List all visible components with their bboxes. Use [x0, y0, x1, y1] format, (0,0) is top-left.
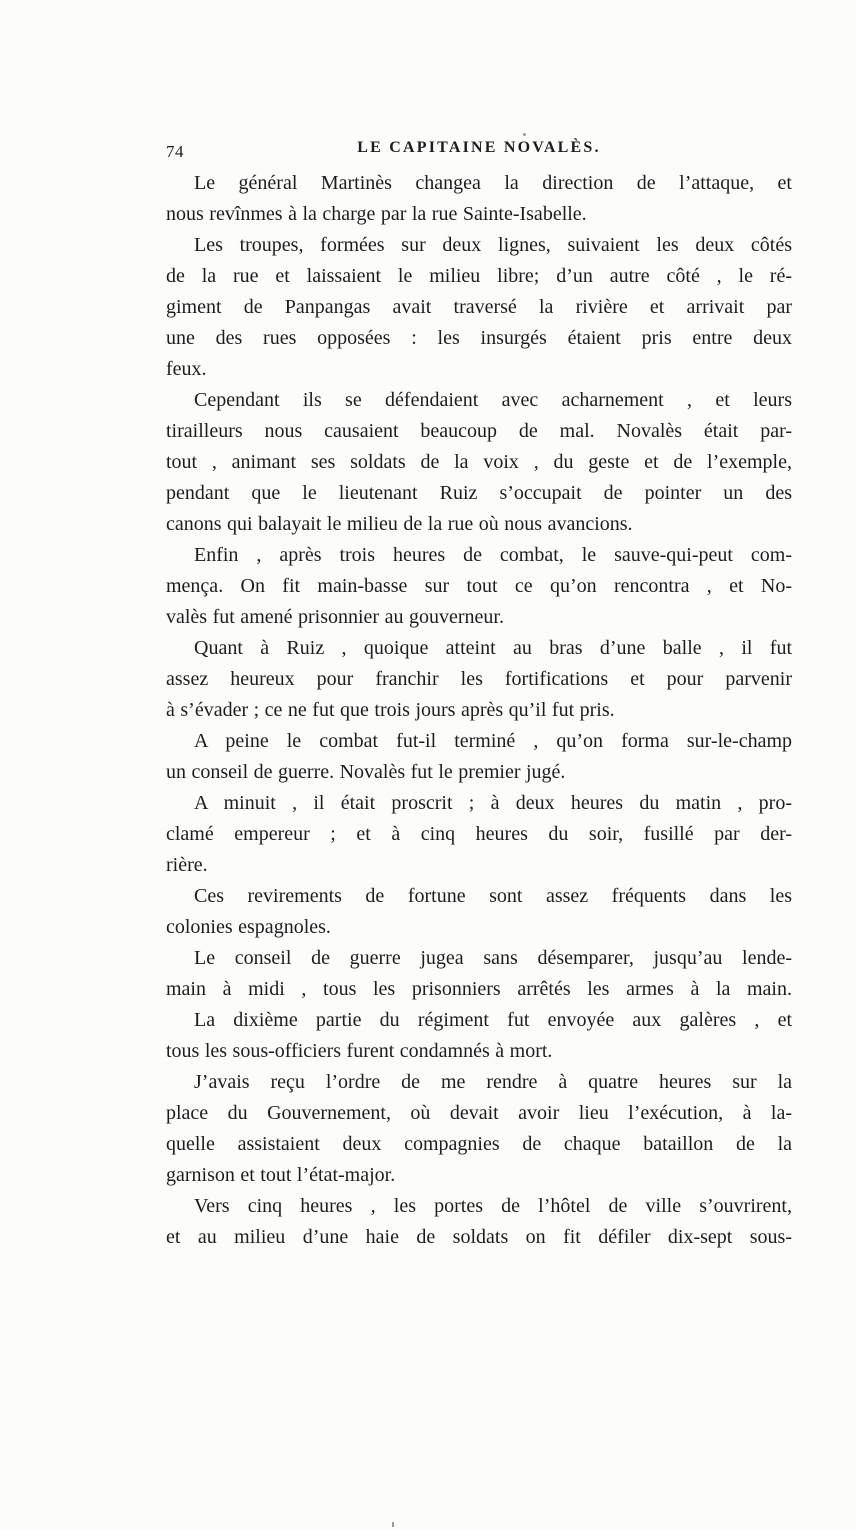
scan-speck [392, 1522, 394, 1527]
text-line: canons qui balayait le milieu de la rue où nous avancions. [166, 513, 633, 535]
page-text [166, 168, 792, 1253]
text-line: feux. [166, 358, 207, 380]
text-line: valès fut amené prisonnier au gouverneur. [166, 606, 504, 628]
text-line: main à midi , tous les prisonniers arrêtés les armes à la main. [166, 978, 792, 1000]
paragraph [166, 1191, 792, 1253]
paragraph [166, 385, 792, 540]
paragraph [166, 788, 792, 881]
text-line: mença. On fit main-basse sur tout ce qu’on rencontra , et No- [166, 575, 792, 597]
text-line: assez heureux pour franchir les fortifications et pour parvenir [166, 668, 792, 690]
text-line: de la rue et laissaient le milieu libre; d’un autre côté , le ré- [166, 265, 792, 287]
text-line: rière. [166, 854, 208, 876]
text-line: A peine le combat fut-il terminé , qu’on forma sur-le-champ [194, 730, 792, 752]
text-line: Les troupes, formées sur deux lignes, suivaient les deux côtés [194, 234, 792, 256]
text-line: clamé empereur ; et à cinq heures du soir, fusillé par der- [166, 823, 792, 845]
text-line: place du Gouvernement, où devait avoir lieu l’exécution, à la- [166, 1102, 792, 1124]
text-line: Enfin , après trois heures de combat, le sauve-qui-peut com- [194, 544, 792, 566]
paragraph [166, 230, 792, 385]
text-line: un conseil de guerre. Novalès fut le premier jugé. [166, 761, 566, 783]
paragraph [166, 1067, 792, 1191]
text-line: Cependant ils se défendaient avec acharnement , et leurs [194, 389, 792, 411]
text-line: à s’évader ; ce ne fut que trois jours après qu’il fut pris. [166, 699, 615, 721]
text-line: une des rues opposées : les insurgés étaient pris entre deux [166, 327, 792, 349]
text-line: tout , animant ses soldats de la voix , du geste et de l’exemple, [166, 451, 792, 473]
text-line: tous les sous-officiers furent condamnés à mort. [166, 1040, 553, 1062]
text-line: garnison et tout l’état-major. [166, 1164, 396, 1186]
text-line: et au milieu d’une haie de soldats on fit défiler dix-sept sous- [166, 1226, 792, 1248]
paragraph [166, 168, 792, 230]
text-line: A minuit , il était proscrit ; à deux heures du matin , pro- [194, 792, 792, 814]
paragraph [166, 943, 792, 1005]
paragraph [166, 1005, 792, 1067]
text-line: nous revînmes à la charge par la rue Sainte-Isabelle. [166, 203, 587, 225]
text-line: giment de Panpangas avait traversé la rivière et arrivait par [166, 296, 792, 318]
page-header [166, 139, 792, 165]
running-title: LE CAPITAINE NOVALÈS. [357, 139, 601, 156]
text-line: pendant que le lieutenant Ruiz s’occupait de pointer un des [166, 482, 792, 504]
text-line: La dixième partie du régiment fut envoyée aux galères , et [194, 1009, 792, 1031]
text-line: Le conseil de guerre jugea sans désemparer, jusqu’au lende- [194, 947, 792, 969]
paragraph [166, 726, 792, 788]
paragraph [166, 881, 792, 943]
paragraph [166, 540, 792, 633]
text-line: J’avais reçu l’ordre de me rendre à quatre heures sur la [194, 1071, 792, 1093]
text-line: Le général Martinès changea la direction de l’attaque, et [194, 172, 792, 194]
text-line: Quant à Ruiz , quoique atteint au bras d’une balle , il fut [194, 637, 792, 659]
text-line: Ces revirements de fortune sont assez fréquents dans les [194, 885, 792, 907]
paragraph [166, 633, 792, 726]
text-line: tirailleurs nous causaient beaucoup de mal. Novalès était par- [166, 420, 792, 442]
text-line: colonies espagnoles. [166, 916, 331, 938]
scan-speck [523, 133, 526, 136]
text-line: quelle assistaient deux compagnies de chaque bataillon de la [166, 1133, 792, 1155]
page-number: 74 [166, 142, 184, 161]
text-line: Vers cinq heures , les portes de l’hôtel de ville s’ouvrirent, [194, 1195, 792, 1217]
